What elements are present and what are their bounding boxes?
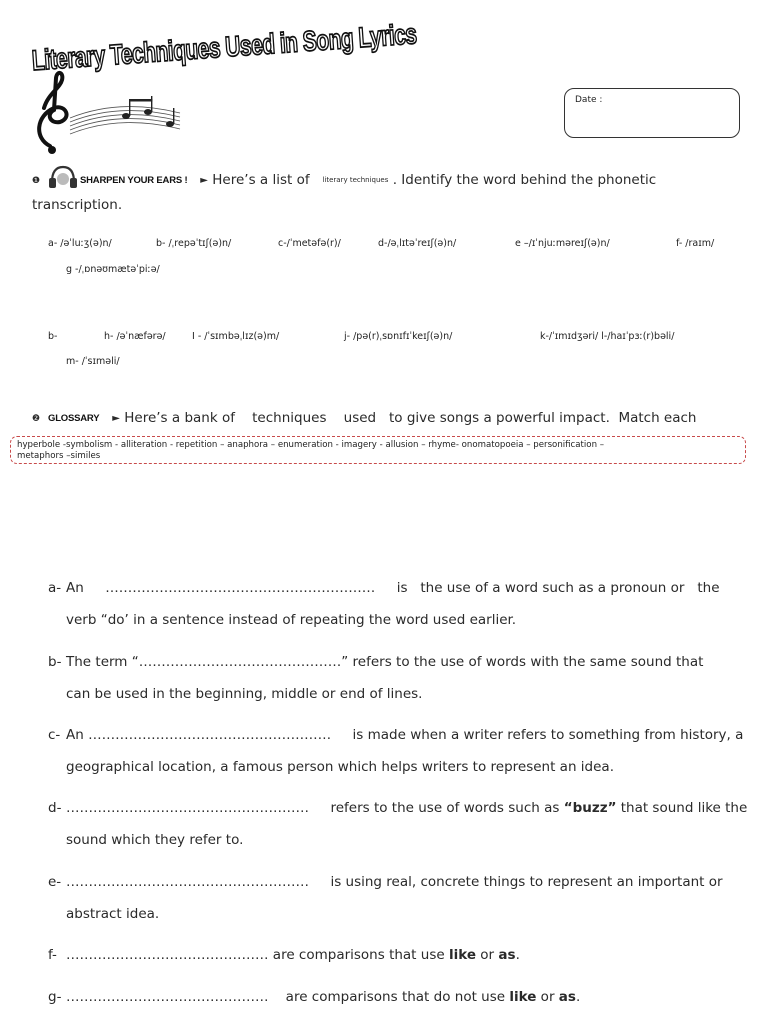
phonetic-item: c-/ˈmetəfə(r)/ bbox=[278, 238, 341, 249]
question-label: g- bbox=[48, 989, 62, 1005]
section2-instruction bbox=[32, 410, 752, 426]
phonetic-item: j- /pə(r)ˌsɒnɪfɪˈkeɪʃ(ə)n/ bbox=[344, 331, 453, 342]
date-field[interactable] bbox=[564, 88, 740, 138]
phonetic-item: g -/ˌɒnəʊmætəˈpiːə/ bbox=[66, 264, 160, 275]
arrow-icon: ► bbox=[200, 175, 208, 186]
section1-number: ❶ bbox=[32, 176, 41, 186]
date-label: Date : bbox=[575, 95, 603, 105]
section1-text-a: Here’s a list of bbox=[212, 172, 310, 188]
question-text: that sound like the bbox=[616, 800, 748, 816]
question-a bbox=[48, 572, 724, 636]
section2-label: GLOSSARY bbox=[48, 413, 100, 424]
question-label: a- bbox=[48, 580, 62, 596]
phonetic-item: b- /ˌrepəˈtɪʃ(ə)n/ bbox=[156, 238, 232, 249]
question-text: or bbox=[476, 947, 499, 963]
question-text: . bbox=[575, 989, 581, 1005]
question-d bbox=[48, 792, 748, 856]
question-text: ……………………………………… are comparisons that do not use bbox=[66, 989, 510, 1005]
question-text: . bbox=[515, 947, 520, 963]
phonetic-item: f- /raɪm/ bbox=[676, 238, 715, 249]
question-text: can be used in the beginning, middle or end of lines. bbox=[66, 686, 423, 702]
keyword-as: as bbox=[498, 947, 516, 963]
question-label: d- bbox=[48, 800, 62, 816]
phonetic-item: a- /əˈluːʒ(ə)n/ bbox=[48, 238, 112, 249]
section2-number: ❷ bbox=[32, 414, 41, 424]
question-e bbox=[48, 866, 724, 930]
question-text: sound which they refer to. bbox=[66, 832, 244, 848]
keyword-as: as bbox=[558, 989, 576, 1005]
phonetic-item: m- /ˈsɪməli/ bbox=[66, 356, 120, 367]
question-text: or bbox=[536, 989, 559, 1005]
phonetic-item: h- /əˈnæfərə/ bbox=[104, 331, 166, 342]
question-label: e- bbox=[48, 874, 62, 890]
question-f bbox=[48, 939, 724, 971]
section1-instruction bbox=[32, 164, 742, 197]
section1-text-b: . Identify the word behind the phonetic bbox=[392, 172, 657, 188]
keyword-like: like bbox=[448, 947, 476, 963]
question-label: c- bbox=[48, 727, 61, 743]
keyword-like: like bbox=[509, 989, 537, 1005]
question-b bbox=[48, 646, 724, 710]
literary-techniques-term: literary techniques bbox=[322, 176, 389, 184]
phonetic-item: b- bbox=[48, 331, 58, 342]
question-g bbox=[48, 981, 724, 1013]
phonetic-item: e –/ɪˈnjuːməreɪʃ(ə)n/ bbox=[515, 238, 610, 249]
question-label: b- bbox=[48, 654, 62, 670]
section2-text: Here’s a bank of techniques used to give songs a powerful impact. Match each bbox=[124, 410, 697, 426]
question-text: ……………………………………… are comparisons that use bbox=[66, 947, 449, 963]
question-text: verb “do’ in a sentence instead of repeating the word used earlier. bbox=[66, 612, 517, 628]
question-text: An ……………………………………………… is made when a writer refers to something from history, a bbox=[66, 727, 744, 743]
phonetic-item: k-/ˈɪmɪdʒəri/ l-/haɪˈpɜː(r)bəli/ bbox=[540, 331, 675, 342]
question-c bbox=[48, 719, 744, 783]
word-bank bbox=[10, 436, 746, 464]
worksheet-header bbox=[30, 18, 418, 140]
question-text: The term “………………………………………” refers to the use of words with the same sound that bbox=[66, 654, 704, 670]
question-text: ……………………………………………… is using real, concrete things to represent an important or bbox=[66, 874, 723, 890]
arrow-icon: ► bbox=[112, 413, 120, 424]
section1-label: SHARPEN YOUR EARS ! bbox=[80, 175, 188, 186]
phonetic-item: d-/əˌlɪtəˈreɪʃ(ə)n/ bbox=[378, 238, 457, 249]
word-bank-line-2: metaphors –similes bbox=[17, 451, 101, 461]
word-bank-line-1: hyperbole -symbolism - alliteration - repetition – anaphora – enumeration - imagery - allusion – rhyme- onomatopoeia – personification – bbox=[17, 440, 605, 450]
question-label: f- bbox=[48, 947, 57, 963]
phonetic-item: I - /ˈsɪmbəˌlɪz(ə)m/ bbox=[192, 331, 280, 342]
page-title: Literary Techniques Used in Song Lyrics bbox=[30, 18, 418, 77]
section1-text-c: transcription. bbox=[32, 197, 123, 213]
example-word: “buzz” bbox=[563, 800, 617, 816]
question-text: An …………………………………………………… is the use of a word such as a pronoun or the bbox=[66, 580, 720, 596]
question-text: abstract idea. bbox=[66, 906, 160, 922]
question-text: geographical location, a famous person which helps writers to represent an idea. bbox=[66, 759, 614, 775]
question-text: ……………………………………………… refers to the use of words such as bbox=[66, 800, 564, 816]
headphones-icon bbox=[48, 164, 78, 197]
